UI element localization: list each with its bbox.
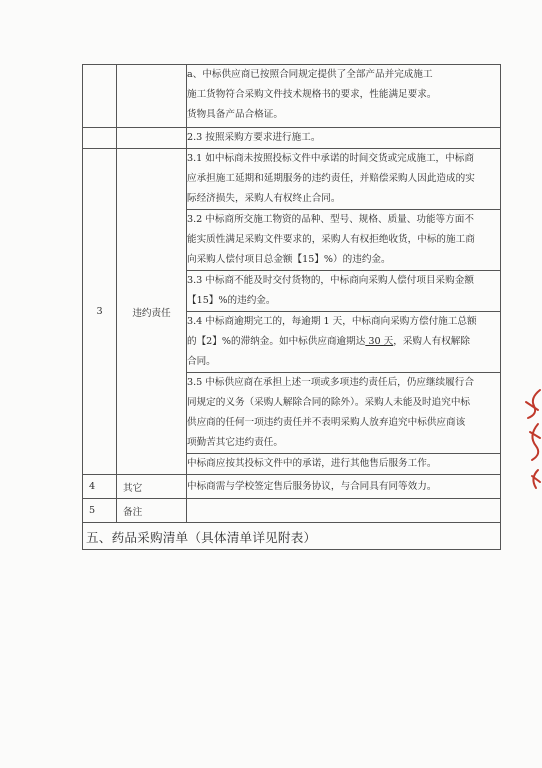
text-line <box>187 332 500 352</box>
text-line: 3.3 中标商不能及时交付货物的，中标商向采购人偿付项目采购金额 <box>187 275 474 286</box>
table-row <box>83 523 501 550</box>
after-sales-clause-cell <box>187 454 501 475</box>
text-line: 供应商的任何一项违约责任并不表明采购人放弃追究中标供应商该 <box>187 417 466 428</box>
row-category: 违约责任 <box>117 149 187 475</box>
number-cell <box>83 65 117 128</box>
text-line: 合同。 <box>187 356 216 367</box>
row-number: 5 <box>83 499 117 523</box>
row-category: 其它 <box>117 475 187 499</box>
table-row <box>83 65 501 128</box>
clause-text: 2.3 按照采购方要求进行施工。 <box>187 132 321 143</box>
contract-terms-table <box>82 64 501 550</box>
row-content <box>187 499 501 523</box>
clause-3-5-cell <box>187 373 501 454</box>
text-line: 【15】%的违约金。 <box>187 295 276 306</box>
text-line: 能实质性满足采购文件要求的，采购人有权拒绝收货，中标的施工商 <box>187 234 475 245</box>
text-line: 向采购人偿付项目总金额【15】%）的违约金。 <box>187 254 391 265</box>
text-line: a、中标供应商已按照合同规定提供了全部产品并完成施工 <box>187 69 433 80</box>
table-row <box>83 128 501 149</box>
clause-3-1-cell <box>187 149 501 210</box>
category-cell <box>117 128 187 149</box>
text-line: 项勤苦其它违约责任。 <box>187 437 283 448</box>
red-seal-stamp <box>518 384 542 496</box>
text-line: 3.2 中标商所交施工物资的品种、型号、规格、质量、功能等方面不 <box>187 214 474 225</box>
text-fragment: ，采购人有权解除 <box>393 336 470 347</box>
row-content: 中标商需与学校签定售后服务协议，与合同具有同等效力。 <box>187 475 501 499</box>
row-number: 3 <box>83 149 117 475</box>
clause-3-3-cell <box>187 271 501 312</box>
category-cell <box>117 65 187 128</box>
text-line: 中标商应按其投标文件中的承诺，进行其他售后服务工作。 <box>187 458 437 469</box>
text-line: 际经济损失，采购人有权终止合同。 <box>187 193 341 204</box>
text-line: 施工货物符合采购文件技术规格书的要求，性能满足要求。 <box>187 89 437 100</box>
acceptance-conditions-cell <box>187 65 501 128</box>
clause-3-2-cell <box>187 210 501 271</box>
clause-2-3-cell <box>187 128 501 149</box>
text-line: 货物具备产品合格证。 <box>187 109 283 120</box>
table-row <box>83 499 501 523</box>
overdue-days: 30 天 <box>365 336 394 347</box>
text-line: 同规定的义务（采购人解除合同的除外）。采购人未能及时追究中标 <box>187 397 471 408</box>
table-row <box>83 475 501 499</box>
text-fragment: 的【2】%的滞纳金。如中标供应商逾期达 <box>187 336 366 347</box>
clause-3-4-cell <box>187 312 501 373</box>
text-line: 3.5 中标供应商在承担上述一项或多项违约责任后，仍应继续履行合 <box>187 377 474 388</box>
section-heading: 五、药品采购清单（具体清单详见附表） <box>83 523 501 550</box>
number-cell <box>83 128 117 149</box>
text-line: 3.4 中标商逾期完工的，每逾期 1 天，中标商向采购方偿付施工总额 <box>187 316 477 327</box>
text-line: 3.1 如中标商未按照投标文件中承诺的时间交货或完成施工，中标商 <box>187 153 474 164</box>
table-row <box>83 149 501 210</box>
text-line: 应承担施工延期和延期服务的违约责任，并赔偿采购人因此造成的实 <box>187 173 475 184</box>
row-category: 备注 <box>117 499 187 523</box>
row-number: 4 <box>83 475 117 499</box>
